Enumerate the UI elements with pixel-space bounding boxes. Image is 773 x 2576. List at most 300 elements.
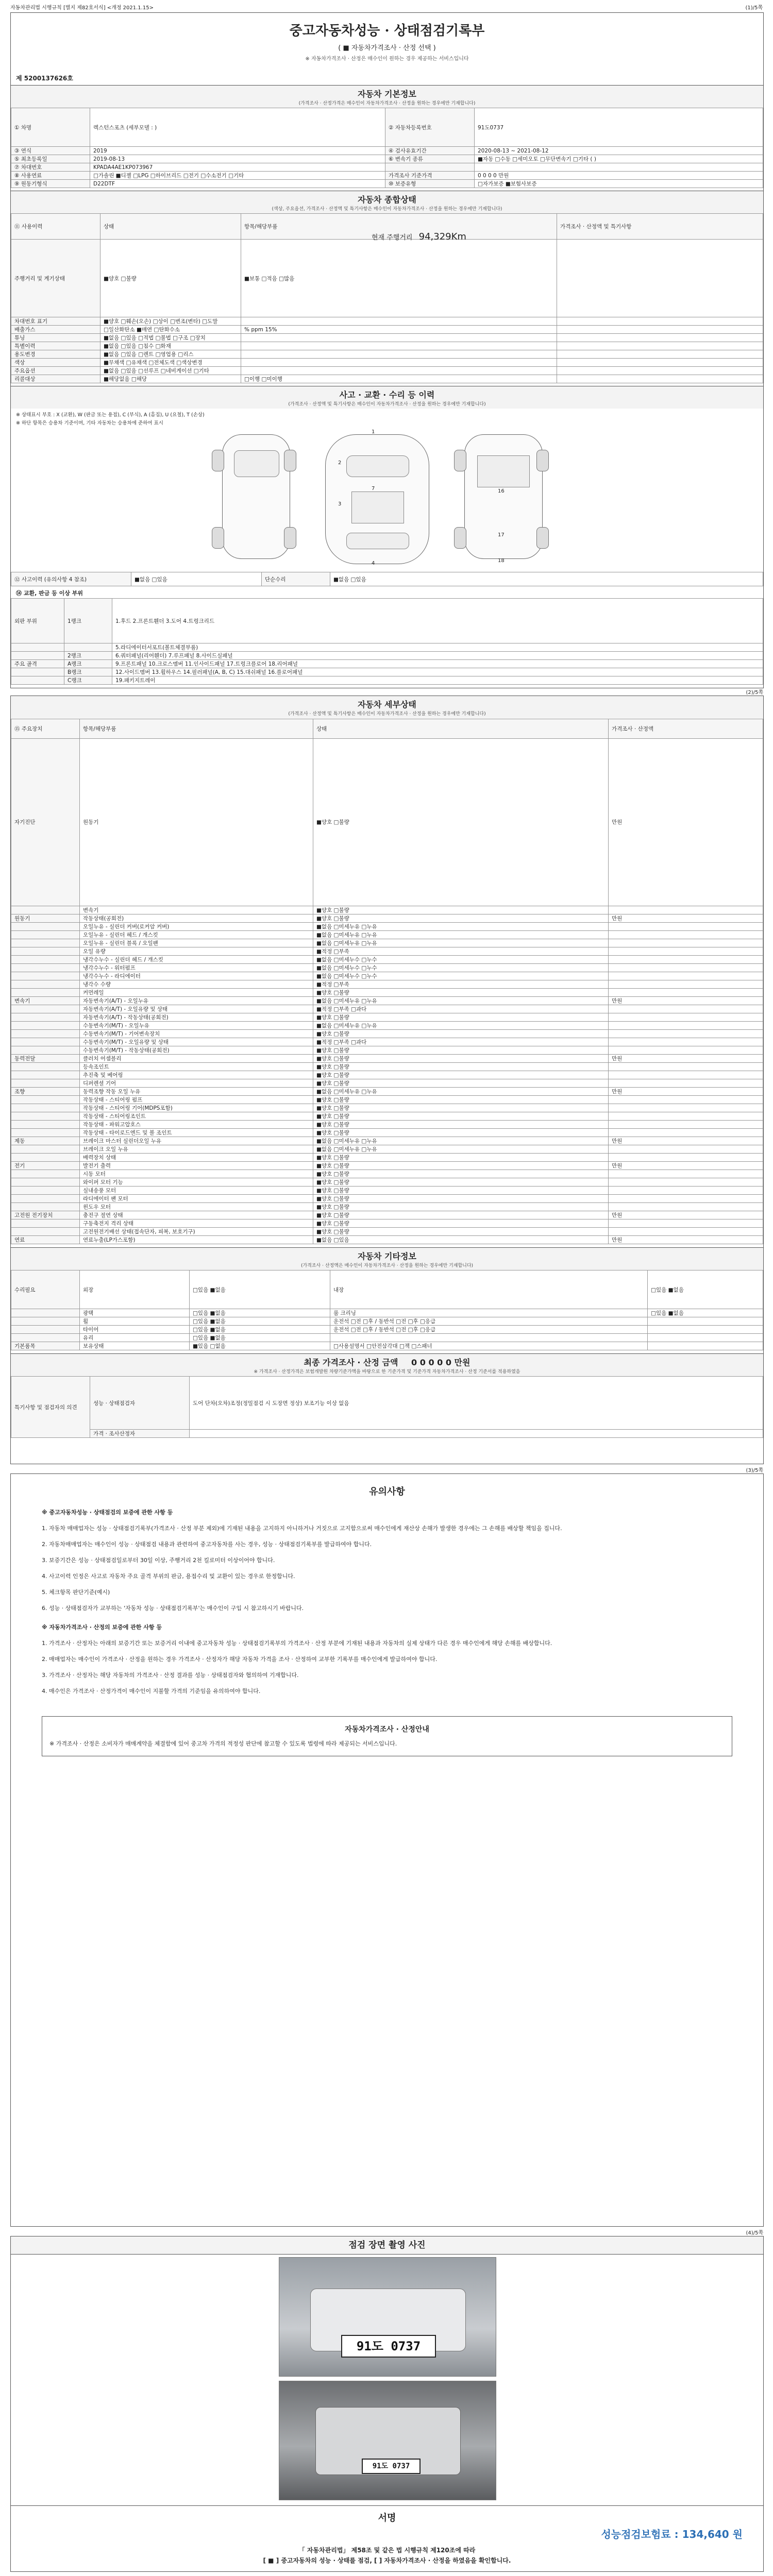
- detail-state: ■양호 □불량: [313, 1104, 609, 1112]
- detail-price: [609, 1013, 763, 1022]
- detail-device: 연료: [11, 1236, 80, 1244]
- rank-parts: 12.사이드멤버 13.휠하우스 14.필러패널(A, B, C) 15.대쉬패널 16.플로어패널: [112, 668, 763, 676]
- detail-row: [11, 1038, 763, 1046]
- detail-state: ■없음 □미세누유 □누유: [313, 1145, 609, 1154]
- detail-device: [11, 980, 80, 989]
- car-damage-diagram: 1 2 3 4 7 16 17 18: [207, 429, 567, 568]
- detail-state: ■양호 □불량: [313, 738, 609, 906]
- basic-info-label: ④ 검사유효기간: [385, 147, 475, 155]
- detail-item: 작동상태 - 파워고압호스: [80, 1121, 313, 1129]
- detail-device: [11, 1178, 80, 1187]
- other-table: [11, 1270, 763, 1350]
- notice-paragraph: 4. 사고이력 인정은 사고로 자동차 주요 골격 부위의 판금, 용접수리 및 교환이 있는 경우로 한정합니다.: [42, 1573, 295, 1580]
- summary-item-state: ■양호 □훼손(오손) □상이 □변조(변타) □도말: [100, 317, 241, 326]
- detail-device: [11, 947, 80, 956]
- detail-item: 시동 모터: [80, 1170, 313, 1178]
- detail-row: [11, 997, 763, 1005]
- detail-row: [11, 1154, 763, 1162]
- detail-state: ■없음 □미세누유 □누유: [313, 997, 609, 1005]
- notice-subtitle-2: ※ 자동차가격조사 · 산정의 보증에 관한 사항 등: [42, 1624, 162, 1631]
- detail-device: 동력전달: [11, 1055, 80, 1063]
- other-cell: [11, 1317, 80, 1326]
- detail-item: 등속조인트: [80, 1063, 313, 1071]
- detail-price: [609, 1203, 763, 1211]
- basic-info-value: ■자동 □수동 □세미오토 □무단변속기 □기타 ( ): [475, 155, 763, 163]
- basic-info-label: ⑦ 차대번호: [11, 163, 90, 172]
- detail-row: [11, 738, 763, 906]
- detail-price: [609, 980, 763, 989]
- detail-device: [11, 923, 80, 931]
- page-4: [10, 2230, 764, 2572]
- detail-item: 고전원전기배선 상태(접속단자, 피복, 보호기구): [80, 1228, 313, 1236]
- summary-row: [11, 334, 763, 342]
- rank-level: [64, 643, 112, 652]
- detail-device: [11, 906, 80, 914]
- detail-item: 냉각수 수량: [80, 980, 313, 989]
- basic-info-label: 가격조사 기준가격: [385, 172, 475, 180]
- other-title: 자동차 기타정보: [358, 1251, 416, 1261]
- other-cell: [11, 1326, 80, 1334]
- detail-row: [11, 1162, 763, 1170]
- detail-device: [11, 1228, 80, 1236]
- accident-history-table: [11, 572, 763, 586]
- summary-item-detail: [241, 359, 557, 367]
- rank-parts: 19.패키지트레이: [112, 676, 763, 685]
- detail-state: ■적정 □부족: [313, 980, 609, 989]
- other-row: [11, 1334, 763, 1342]
- document-number: 제 5200137626호: [16, 75, 73, 82]
- basic-info-header: [11, 85, 763, 108]
- notice-paragraph: 1. 가격조사 · 산정자는 아래의 보증기간 또는 보증거리 이내에 중고자동차 성능 · 상태점검기록부의 가격조사 · 산정 부분에 기재된 내용과 자동차의 실제 상태가 다른 경우 매수인에게 해당 손해를 배상합니다.: [42, 1640, 552, 1647]
- detail-price: [609, 1063, 763, 1071]
- detail-item: 작동상태 - 스티어링 펌프: [80, 1096, 313, 1104]
- basic-info-value: 2020-08-13 ~ 2021-08-12: [475, 147, 763, 155]
- rank-level: C랭크: [64, 676, 112, 685]
- notice-paragraph: 2. 매매업자는 매수인이 가격조사 · 산정을 원하는 경우 가격조사 · 산정자가 해당 자동차 가격을 조사 · 산정하여 교부한 기록부를 매수인에게 발급하여야 합니다.: [42, 1656, 438, 1663]
- detail-row: [11, 1063, 763, 1071]
- summary-note: (색상, 주요옵션, 가격조사 · 산정액 및 특기사항은 매수인이 자동차가격조사 · 산정을 원하는 경우에만 기재합니다): [272, 207, 502, 212]
- other-row: [11, 1342, 763, 1350]
- detail-price: [609, 1129, 763, 1137]
- other-cell: 기본품목: [11, 1342, 80, 1350]
- detail-state: ■양호 □불량: [313, 1030, 609, 1038]
- detail-device: [11, 989, 80, 997]
- detail-row: [11, 1170, 763, 1178]
- accident-title: 사고 · 교환 · 수리 등 이력: [339, 390, 435, 400]
- page-number: (1)/5쪽: [745, 5, 763, 11]
- final-title: 최종 가격조사 · 산정 금액: [304, 1358, 398, 1367]
- detail-item: 와이퍼 모터 기능: [80, 1178, 313, 1187]
- detail-row: [11, 947, 763, 956]
- detail-device: [11, 1030, 80, 1038]
- rank-parts: 1.후드 2.프론트휀더 3.도어 4.트렁크리드: [112, 599, 763, 643]
- detail-row: [11, 1104, 763, 1112]
- detail-state: ■양호 □불량: [313, 1162, 609, 1170]
- other-cell: □있음 ■없음: [190, 1334, 330, 1342]
- detail-price: [609, 1219, 763, 1228]
- detail-state: ■없음 □미세누수 □누수: [313, 972, 609, 980]
- detail-item: 수동변속기(M/T) - 오일누유: [80, 1022, 313, 1030]
- accident-note: (가격조사 · 산정액 및 특기사항은 매수인이 자동차가격조사 · 산정을 원하는 경우에만 기재합니다): [288, 402, 486, 407]
- detail-col-device: ⑮ 주요장치: [11, 719, 80, 739]
- basic-info-row: [11, 108, 763, 147]
- basic-info-value: KPADA4AE1KP073967: [90, 163, 385, 172]
- summary-item-price: [557, 350, 763, 359]
- detail-row: [11, 1005, 763, 1013]
- summary-item-price: [557, 375, 763, 383]
- detail-device: [11, 1022, 80, 1030]
- accident-history-value: ■없음 □있음: [131, 572, 262, 586]
- summary-item-detail: [241, 350, 557, 359]
- summary-item-price: [557, 240, 763, 317]
- basic-info-table: [11, 108, 763, 188]
- other-cell: [648, 1326, 763, 1334]
- detail-state: ■양호 □불량: [313, 906, 609, 914]
- detail-note: (가격조사 · 산정액 및 특기사항은 매수인이 자동차가격조사 · 산정을 원하는 경우에만 기재합니다): [288, 711, 486, 717]
- detail-item: 자동변속기(A/T) - 작동상태(공회전): [80, 1013, 313, 1022]
- rank-level: B랭크: [64, 668, 112, 676]
- rank-parts: 9.프론트패널 10.크로스멤버 11.인사이드패널 17.트렁크플로어 18.리어패널: [112, 660, 763, 668]
- basic-info-label: [385, 163, 475, 172]
- other-cell: [648, 1342, 763, 1350]
- rank-level: A랭크: [64, 660, 112, 668]
- detail-item: 오일누유 - 실린더 블록 / 오일팬: [80, 939, 313, 947]
- basic-info-value: [475, 163, 763, 172]
- summary-row: [11, 367, 763, 375]
- detail-device: [11, 1203, 80, 1211]
- detail-price: [609, 1170, 763, 1178]
- detail-row: [11, 931, 763, 939]
- detail-device: [11, 1046, 80, 1055]
- detail-price: [609, 1187, 763, 1195]
- rank-level: 1랭크: [64, 599, 112, 643]
- basic-info-label: ⑥ 변속기 종류: [385, 155, 475, 163]
- detail-device: [11, 1112, 80, 1121]
- detail-row: [11, 1211, 763, 1219]
- detail-item: 충전구 절연 상태: [80, 1211, 313, 1219]
- detail-item: 원동기: [80, 738, 313, 906]
- basic-info-label: ⑤ 최초등록일: [11, 155, 90, 163]
- photo-title: 점검 장면 촬영 사진: [11, 2236, 763, 2255]
- detail-row: [11, 1071, 763, 1079]
- summary-item-price: [557, 342, 763, 350]
- rank-parts: 5.라디에이터서포트(볼트체결부품): [112, 643, 763, 652]
- detail-price: 만원: [609, 914, 763, 923]
- simple-repair-label: 단순수리: [262, 572, 330, 586]
- detail-price: [609, 1104, 763, 1112]
- detail-device: [11, 1219, 80, 1228]
- basic-info-title: 자동차 기본정보: [358, 89, 416, 99]
- detail-price: [609, 923, 763, 931]
- other-cell: □있음 ■없음: [648, 1309, 763, 1317]
- accident-history-label: ⑫ 사고이력 (유의사항 4 참조): [11, 572, 131, 586]
- page-title: 중고자동차성능 · 상태점검기록부: [289, 23, 485, 39]
- notice-paragraph: 3. 가격조사 · 산정자는 해당 자동차의 가격조사 · 산정 결과를 성능 · 상태점검자와 협의하여 기재합니다.: [42, 1672, 299, 1679]
- page-2: [10, 690, 764, 1464]
- summary-item-detail: □이행 □미이행: [241, 375, 557, 383]
- summary-row: [11, 359, 763, 367]
- detail-state: ■양호 □불량: [313, 1219, 609, 1228]
- detail-row: [11, 1195, 763, 1203]
- detail-col-price: 가격조사 · 산정액: [609, 719, 763, 739]
- other-cell: [330, 1334, 648, 1342]
- summary-item-state: ■없음 □있음 □렌트 □영업용 □리스: [100, 350, 241, 359]
- other-cell: [11, 1334, 80, 1342]
- detail-device: [11, 1096, 80, 1104]
- detail-item: 작동상태(공회전): [80, 914, 313, 923]
- page-4-number: (4)/5쪽: [746, 2230, 763, 2236]
- detail-row: [11, 939, 763, 947]
- summary-row: [11, 375, 763, 383]
- detail-price: [609, 947, 763, 956]
- other-row: [11, 1317, 763, 1326]
- odometer-value: 94,329Km: [418, 231, 466, 242]
- detail-price: [609, 1038, 763, 1046]
- rank-table: [11, 598, 763, 685]
- summary-row: [11, 342, 763, 350]
- page-subnote: ※ 자동차가격조사 · 산정은 매수인이 원하는 경우 제공하는 서비스입니다: [305, 56, 469, 62]
- other-cell: 내장: [330, 1270, 648, 1309]
- odometer-label: 현재 주행거리: [372, 234, 413, 242]
- summary-item-detail: ■보통 □적음 □많음: [241, 240, 557, 317]
- summary-item-label: 튜닝: [11, 334, 100, 342]
- detail-item: 동력조향 작동 오일 누유: [80, 1088, 313, 1096]
- detail-row: [11, 906, 763, 914]
- detail-item: 구동축전지 격리 상태: [80, 1219, 313, 1228]
- detail-device: [11, 1170, 80, 1178]
- detail-row: [11, 1055, 763, 1063]
- summary-col-price: 가격조사 · 산정액 및 특기사항: [557, 214, 763, 240]
- rank-row: [11, 668, 763, 676]
- page-3: [10, 1468, 764, 2227]
- detail-state: ■적정 □부족 □과다: [313, 1038, 609, 1046]
- detail-state: ■양호 □불량: [313, 1071, 609, 1079]
- other-cell: ■있음 □없음: [190, 1342, 330, 1350]
- detail-device: [11, 1154, 80, 1162]
- detail-device: [11, 1063, 80, 1071]
- detail-state: ■양호 □불량: [313, 1187, 609, 1195]
- detail-state: ■양호 □불량: [313, 1154, 609, 1162]
- detail-item: 디퍼렌셜 기어: [80, 1079, 313, 1088]
- basic-info-value: D22DTF: [90, 180, 385, 188]
- detail-item: 라디에이터 팬 모터: [80, 1195, 313, 1203]
- detail-item: 냉각수누수 - 워터펌프: [80, 964, 313, 972]
- detail-price: [609, 1228, 763, 1236]
- basic-info-row: [11, 163, 763, 172]
- license-plate-rear: 91도 0737: [362, 2459, 421, 2474]
- inspection-photo-front: [279, 2257, 496, 2377]
- other-cell: 휠: [80, 1317, 190, 1326]
- remark-inspector-label: 성능 · 상태점검자: [90, 1377, 190, 1430]
- detail-row: [11, 989, 763, 997]
- detail-row: [11, 1145, 763, 1154]
- summary-item-state: ■없음 □있음 □침수 □화재: [100, 342, 241, 350]
- notice-paragraphs-2: [11, 1639, 763, 1696]
- summary-item-state: ■양호 □불량: [100, 240, 241, 317]
- license-plate-front: 91도 0737: [341, 2335, 436, 2358]
- summary-item-detail: % ppm 15%: [241, 326, 557, 334]
- notice-paragraph: 6. 성능 · 상태점검자가 교부하는 '자동차 성능 · 상태점검기록부'는 매수인이 구입 시 참고하시기 바랍니다.: [42, 1605, 304, 1612]
- simple-repair-value: ■없음 □있음: [330, 572, 763, 586]
- detail-device: 고전원 전기장치: [11, 1211, 80, 1219]
- basic-info-label: ③ 연식: [11, 147, 90, 155]
- detail-item: 실내송풍 모터: [80, 1187, 313, 1195]
- confirmation-text-2: [ ■ ] 중고자동차의 성능 · 상태를 점검, [ ] 자동차가격조사 · 산정을 하였음을 확인합니다.: [263, 2557, 511, 2564]
- other-row: [11, 1309, 763, 1317]
- basic-info-value: 0 0 0 0 만원: [475, 172, 763, 180]
- detail-price: [609, 1005, 763, 1013]
- rank-row: [11, 652, 763, 660]
- detail-price: [609, 1178, 763, 1187]
- detail-price: 만원: [609, 1162, 763, 1170]
- detail-col-item: 항목/해당부품: [80, 719, 313, 739]
- detail-item: 오일누유 - 실린더 커버(로커암 커버): [80, 923, 313, 931]
- remark-label: 특기사항 및 점검자의 의견: [11, 1377, 90, 1438]
- detail-item: 수동변속기(M/T) - 작동상태(공회전): [80, 1046, 313, 1055]
- summary-item-state: □일산화탄소 ■매연 □탄화수소: [100, 326, 241, 334]
- detail-device: [11, 964, 80, 972]
- other-cell: □있음 ■없음: [190, 1317, 330, 1326]
- detail-row: [11, 1187, 763, 1195]
- detail-price: [609, 1154, 763, 1162]
- detail-device: [11, 1195, 80, 1203]
- notice-paragraph: 2. 자동차매매업자는 매수인이 성능 · 상태점검 내용과 관련하여 중고자동차를 사는 경우, 성능 · 상태점검기록부를 발급하여야 합니다.: [42, 1541, 372, 1548]
- detail-device: [11, 1121, 80, 1129]
- basic-info-row: [11, 180, 763, 188]
- detail-state: ■없음 □미세누유 □누유: [313, 939, 609, 947]
- detail-row: [11, 972, 763, 980]
- basic-info-row: [11, 172, 763, 180]
- page-3-number: (3)/5쪽: [746, 1468, 763, 1473]
- detail-row: [11, 1013, 763, 1022]
- detail-item: 연료누출(LP가스포함): [80, 1236, 313, 1244]
- detail-state: ■양호 □불량: [313, 1203, 609, 1211]
- rank-row: [11, 676, 763, 685]
- basic-info-value: 2019-08-13: [90, 155, 385, 163]
- notice-title: 유의사항: [369, 1486, 405, 1497]
- summary-item-label: 배출가스: [11, 326, 100, 334]
- other-cell: □있음 ■없음: [648, 1270, 763, 1309]
- detail-state: ■없음 □있음: [313, 1236, 609, 1244]
- detail-item: 오일 유량: [80, 947, 313, 956]
- detail-table: [11, 719, 763, 1244]
- detail-row: [11, 1129, 763, 1137]
- detail-title: 자동차 세부상태: [358, 700, 416, 709]
- other-row: [11, 1270, 763, 1309]
- other-cell: 운전석 □전 □후 / 동반석 □전 □후 □응급: [330, 1317, 648, 1326]
- detail-price: [609, 964, 763, 972]
- basic-info-label: ⑨ 원동기형식: [11, 180, 90, 188]
- detail-device: [11, 956, 80, 964]
- summary-item-state: ■무채색 □유채색 □전체도색 □색상변경: [100, 359, 241, 367]
- final-header: [11, 1353, 763, 1376]
- car-front-view: [222, 434, 290, 559]
- summary-item-price: [557, 326, 763, 334]
- basic-info-value: □자가보증 ■보험사보증: [475, 180, 763, 188]
- detail-item: 추진축 및 베어링: [80, 1071, 313, 1079]
- accident-legend-2: ※ 하단 항목은 승용차 기준이며, 기타 자동차는 승용차에 준하여 표시: [16, 420, 163, 426]
- rank-title: ⑭ 교환, 판금 등 이상 부위: [16, 590, 83, 597]
- summary-item-detail: [241, 334, 557, 342]
- form-citation: 자동차관리법 시행규칙 [별지 제82호서식] <개정 2021.1.15>: [10, 5, 154, 11]
- summary-item-label: 용도변경: [11, 350, 100, 359]
- detail-row: [11, 1137, 763, 1145]
- rank-group: [11, 668, 64, 676]
- rank-parts: 6.쿼터패널(리어휀더) 7.루프패널 8.사이드실패널: [112, 652, 763, 660]
- basic-info-value: 91도0737: [475, 108, 763, 147]
- summary-row: [11, 317, 763, 326]
- detail-item: 브레이크 오일 누유: [80, 1145, 313, 1154]
- detail-item: 오일누유 - 실린더 헤드 / 개스킷: [80, 931, 313, 939]
- detail-header: [11, 696, 763, 718]
- detail-price: [609, 1046, 763, 1055]
- rank-row: [11, 660, 763, 668]
- detail-state: ■양호 □불량: [313, 1195, 609, 1203]
- detail-device: [11, 939, 80, 947]
- confirmation-text-1: 「 자동차관리법」 제58조 및 같은 법 시행규칙 제120조에 따라: [298, 2547, 476, 2554]
- appraisal-info-box: [42, 1716, 732, 1756]
- detail-row: [11, 1236, 763, 1244]
- other-cell: [11, 1309, 80, 1317]
- detail-row: [11, 1219, 763, 1228]
- basic-info-value: □가솔린 ■디젤 □LPG □하이브리드 □전기 □수소전기 □기타: [90, 172, 385, 180]
- detail-state: ■양호 □불량: [313, 1170, 609, 1178]
- detail-device: [11, 1187, 80, 1195]
- detail-state: ■양호 □불량: [313, 914, 609, 923]
- detail-price: 만원: [609, 1236, 763, 1244]
- other-cell: □있음 ■없음: [190, 1309, 330, 1317]
- summary-title: 자동차 종합상태: [358, 195, 416, 205]
- detail-device: [11, 1071, 80, 1079]
- detail-state: ■양호 □불량: [313, 1079, 609, 1088]
- summary-item-detail: [241, 317, 557, 326]
- detail-item: 냉각수누수 - 실린더 헤드 / 개스킷: [80, 956, 313, 964]
- final-value: 0 0 0 0 0 만원: [411, 1358, 470, 1367]
- detail-price: [609, 1071, 763, 1079]
- summary-item-state: ■해당없음 □해당: [100, 375, 241, 383]
- detail-row: [11, 1096, 763, 1104]
- basic-info-note: (가격조사 · 산정가격은 매수인이 자동차가격조사 · 산정을 원하는 경우에만 기재합니다): [298, 101, 476, 106]
- detail-price: 만원: [609, 1211, 763, 1219]
- other-cell: □있음 ■없음: [190, 1326, 330, 1334]
- detail-state: ■양호 □불량: [313, 1121, 609, 1129]
- detail-price: [609, 956, 763, 964]
- signature-title: 서명: [378, 2513, 396, 2523]
- detail-device: 조향: [11, 1088, 80, 1096]
- basic-info-label: ② 자동차등록번호: [385, 108, 475, 147]
- summary-row: [11, 240, 763, 317]
- other-header: [11, 1247, 763, 1270]
- summary-item-price: [557, 317, 763, 326]
- rank-row: [11, 599, 763, 643]
- other-cell: 운전석 □전 □후 / 동반석 □전 □후 □응급: [330, 1326, 648, 1334]
- detail-device: [11, 972, 80, 980]
- page-2-number: (2)/5쪽: [746, 690, 763, 696]
- other-cell: [648, 1317, 763, 1326]
- other-cell: □사용설명서 □안전삼각대 □잭 □스패너: [330, 1342, 648, 1350]
- detail-row: [11, 964, 763, 972]
- rank-level: 2랭크: [64, 652, 112, 660]
- detail-item: 커먼레일: [80, 989, 313, 997]
- detail-row: [11, 1178, 763, 1187]
- detail-item: 냉각수누수 - 라디에이터: [80, 972, 313, 980]
- summary-item-detail: [241, 342, 557, 350]
- detail-col-state: 상태: [313, 719, 609, 739]
- remark-inspector-text: 도어 단차(오차)조정(정밀점검 시 도장면 정상) 보조기능 이상 없음: [190, 1377, 763, 1430]
- rank-group: [11, 652, 64, 660]
- detail-price: [609, 906, 763, 914]
- detail-item: 클러치 어셈블리: [80, 1055, 313, 1063]
